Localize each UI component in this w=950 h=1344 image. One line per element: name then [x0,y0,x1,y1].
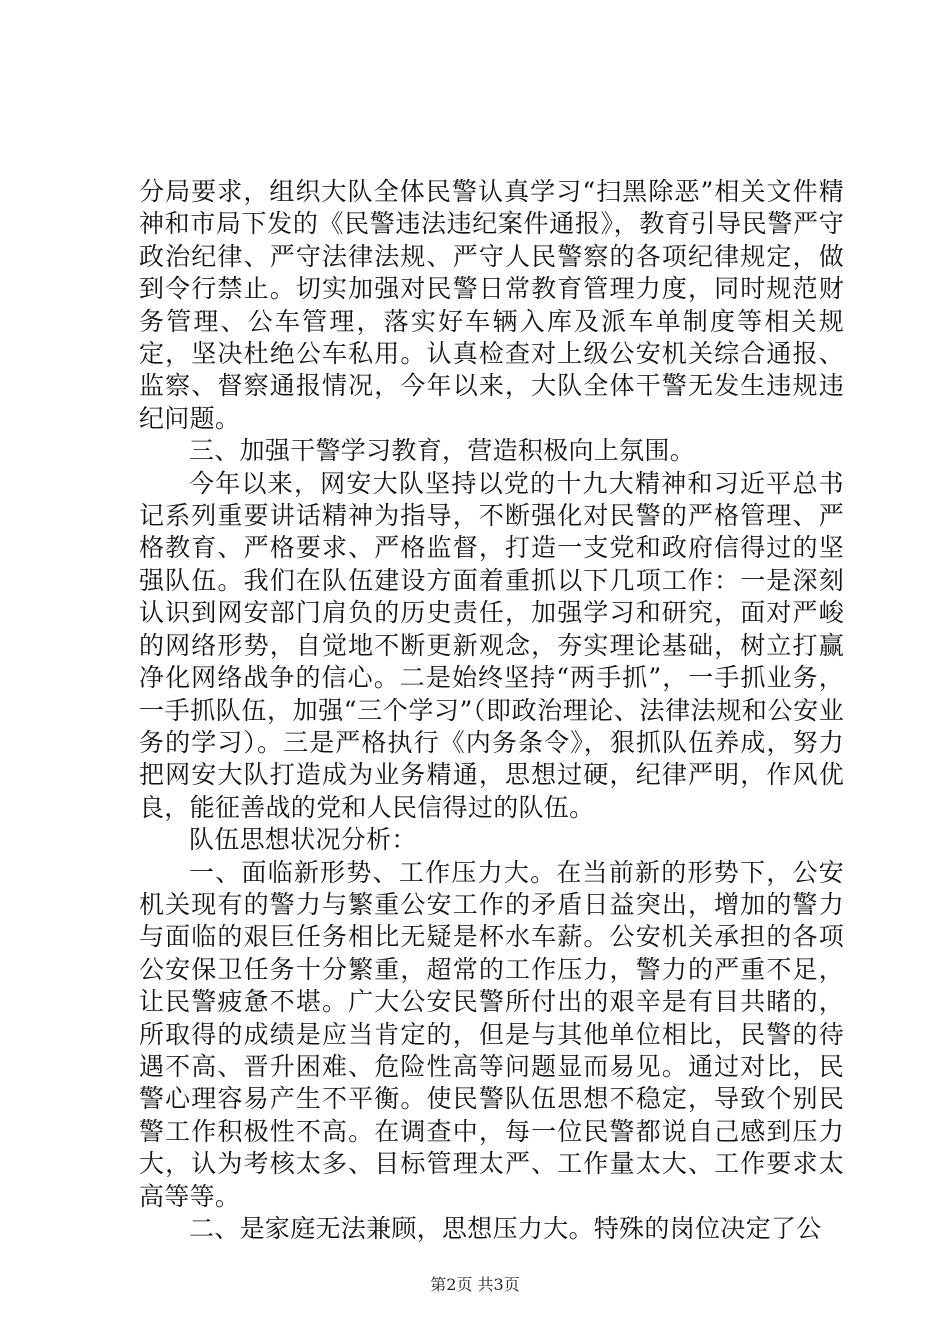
section-heading-3: 三、加强干警学习教育，营造积极向上氛围。 [189,436,696,466]
document-body [139,176,844,1245]
paragraph-3: 今年以来，网安大队坚持以党的十九大精神和习近平总书记系列重要讲话精神为指导，不断强化对民警的严格管理、严格教育、严格要求、严格监督，打造一支党和政府信得过的坚强队伍。我们在队伍建设方面着重抓以下几项工作：一是深刻认识到网安部门肩负的历史责任，加强学习和研究，面对严峻的网络形势，自觉地不断更新观念，夯实理论基础，树立打赢净化网络战争的信心。二是始终坚持“两手抓”，一手抓业务，一手抓队伍，加强“三个学习”（即政治理论、法律法规和公安业务的学习）。三是严格执行《内务条令》，狠抓队伍养成，努力把网安大队打造成为业务精通，思想过硬，纪律严明，作风优良，能征善战的党和人民信得过的队伍。 [139,468,844,822]
section-heading-analysis: 队伍思想状况分析： [189,825,417,855]
paragraph-5: 一、面临新形势、工作压力大。在当前新的形势下，公安机关现有的警力与繁重公安工作的矛盾日益突出，增加的警力与面临的艰巨任务相比无疑是杯水车薪。公安机关承担的各项公安保卫任务十分繁重，超常的工作压力，警力的严重不足，让民警疲惫不堪。广大公安民警所付出的艰辛是有目共睹的，所取得的成绩是应当肯定的，但是与其他单位相比，民警的待遇不高、晋升困难、危险性高等问题显而易见。通过对比，民警心理容易产生不平衡。使民警队伍思想不稳定，导致个别民警工作积极性不高。在调查中，每一位民警都说自己感到压力大，认为考核太多、目标管理太严、工作量太大、工作要求太高等等。 [139,857,844,1211]
page-footer: 第2页 共3页 [430,1275,520,1294]
paragraph-6: 二、是家庭无法兼顾，思想压力大。特殊的岗位决定了公 [189,1214,822,1243]
paragraph-1: 分局要求，组织大队全体民警认真学习“扫黑除恶”相关文件精神和市局下发的《民警违法违纪案件通报》，教育引导民警严守政治纪律、严守法律法规、严守人民警察的各项纪律规定，做到令行禁止。切实加强对民警日常教育管理力度，同时规范财务管理、公车管理，落实好车辆入库及派车单制度等相关规定，坚决杜绝公车私用。认真检查对上级公安机关综合通报、监察、督察通报情况，今年以来，大队全体干警无发生违规违纪问题。 [139,177,844,433]
